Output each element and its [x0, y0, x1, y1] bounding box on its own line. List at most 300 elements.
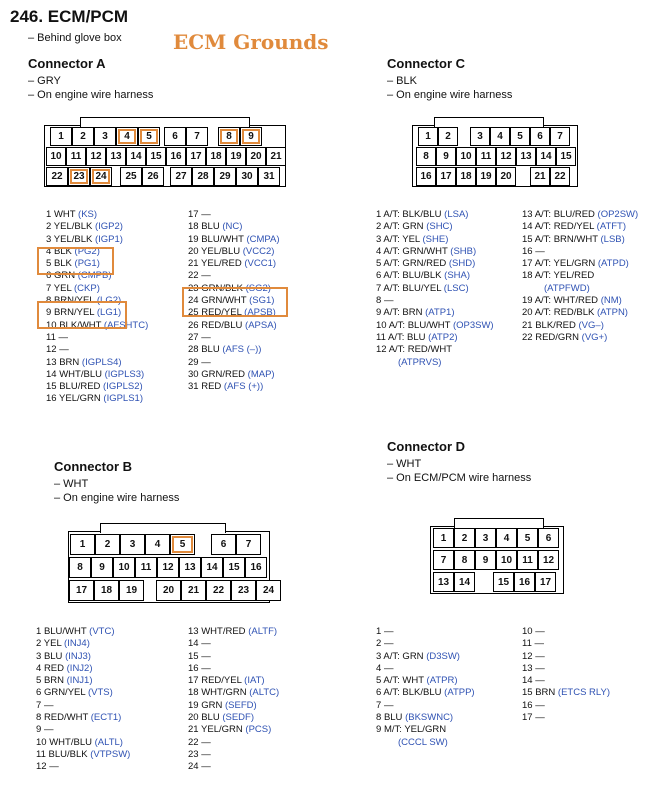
terminal-cavity: 29 — [214, 167, 236, 186]
pin-number: 12 — [522, 650, 533, 662]
connector-c-pins-right — [522, 209, 638, 344]
pin-number: 16 — [188, 662, 199, 674]
wire-color: GRN — [53, 270, 76, 282]
pin-row — [188, 651, 279, 663]
signal-name: (PG2) — [74, 245, 100, 257]
terminal-cavity: 20 — [156, 580, 181, 601]
pin-row — [46, 369, 148, 381]
pin-row — [188, 663, 279, 675]
connector-c-pins-left — [376, 209, 494, 369]
pin-row — [188, 234, 280, 246]
pin-row — [46, 221, 148, 233]
pin-number: 12 — [46, 344, 57, 356]
terminal-cavity: 11 — [476, 147, 496, 166]
pin-number: 12 — [376, 344, 387, 356]
wire-color: A/T: BLK/BLU — [383, 209, 442, 220]
wire-color: — — [535, 699, 545, 711]
pin-row — [376, 246, 494, 258]
connector-b-pins-left — [36, 626, 130, 774]
signal-name: (PCS) — [245, 724, 272, 736]
pin-number: 6 — [36, 687, 42, 699]
pin-number: 7 — [46, 282, 52, 294]
pin-number: 3 — [36, 650, 42, 662]
terminal-cavity: 16 — [416, 167, 436, 186]
pin-row — [36, 675, 130, 687]
pin-row — [376, 700, 475, 712]
wire-color: WHT/BLU — [49, 736, 92, 748]
pin-number: 8 — [376, 712, 382, 724]
wire-color: RED/YEL — [201, 675, 242, 687]
wire-color: WHT/BLU — [59, 368, 102, 380]
pin-row — [188, 258, 280, 270]
terminal-cavity: 2 — [95, 534, 120, 555]
pin-row — [46, 283, 148, 295]
pin-number: 2 — [46, 221, 52, 233]
signal-name: (LSA) — [444, 209, 469, 220]
signal-name: (VTPSW) — [90, 748, 131, 760]
signal-name: (VCC1) — [244, 258, 277, 270]
terminal-cavity: 12 — [538, 550, 559, 570]
pin-row — [522, 258, 638, 270]
pin-row — [376, 270, 494, 282]
pin-number: 14 — [522, 675, 533, 687]
pin-row — [522, 712, 610, 724]
wire-color: A/T: RED/WHT — [388, 344, 453, 356]
pin-number: 4 — [376, 245, 382, 257]
pin-row — [188, 320, 280, 332]
signal-name: (ETCS RLY) — [557, 687, 611, 699]
pin-row — [522, 295, 638, 307]
pin-number: 25 — [188, 307, 199, 319]
pin-number: 29 — [188, 356, 199, 368]
pin-number: 22 — [522, 331, 533, 343]
pin-row — [188, 638, 279, 650]
terminal-cavity: 28 — [192, 167, 214, 186]
connector-c-title: Connector C — [387, 56, 465, 71]
signal-name: (LG2) — [96, 295, 122, 307]
pin-row — [376, 234, 494, 246]
pin-row — [188, 737, 279, 749]
pin-number: 6 — [376, 687, 382, 699]
pin-row — [376, 283, 494, 295]
pin-number: 19 — [522, 295, 533, 307]
signal-name: (VG+) — [581, 331, 608, 343]
pin-number: 19 — [188, 699, 199, 711]
signal-name: (AFS (+)) — [223, 381, 264, 393]
wire-color: BLK — [53, 258, 72, 270]
pin-number: 7 — [376, 699, 382, 711]
signal-name: (ECT1) — [90, 712, 122, 724]
pin-row — [188, 626, 279, 638]
pin-number: 23 — [188, 282, 199, 294]
wire-color: RED — [201, 381, 222, 393]
terminal-cavity: 1 — [433, 528, 454, 548]
terminal-cavity: 3 — [470, 127, 490, 146]
terminal-cavity: 15 — [146, 147, 166, 166]
pin-row — [522, 700, 610, 712]
terminal-cavity: 14 — [454, 572, 475, 592]
pin-row — [46, 234, 148, 246]
signal-name: (NC) — [222, 221, 243, 233]
wire-color: — — [201, 761, 211, 773]
terminal-cavity: 14 — [126, 147, 146, 166]
wire-color: — — [201, 662, 211, 674]
pin-number: 17 — [522, 712, 533, 724]
terminal-cavity: 17 — [535, 572, 556, 592]
pin-number: 15 — [522, 233, 533, 245]
terminal-cavity: 22 — [206, 580, 231, 601]
wire-color: A/T: YEL/RED — [534, 270, 595, 282]
ecm-location: – Behind glove box — [28, 32, 122, 44]
wire-color: YEL/BLK — [53, 233, 93, 245]
wire-color: — — [383, 662, 394, 674]
terminal-cavity: 6 — [530, 127, 550, 146]
pin-number: 20 — [188, 245, 199, 257]
terminal-cavity: 13 — [516, 147, 536, 166]
terminal-cavity: 15 — [493, 572, 514, 592]
wire-color: BLU/WHT — [201, 233, 244, 245]
pin-number: 4 — [36, 662, 42, 674]
pin-number: 13 — [46, 356, 57, 368]
pin-number: 21 — [522, 319, 533, 331]
signal-name: (AFSHTC) — [103, 319, 149, 331]
signal-name: (OP3SW) — [452, 319, 494, 331]
pin-number: 9 — [376, 724, 382, 736]
wire-color: A/T: BLU — [388, 331, 426, 343]
connector-a-title: Connector A — [28, 56, 106, 71]
pin-row — [522, 626, 610, 638]
terminal-cavity: 15 — [223, 557, 245, 578]
connector-d-color: – WHT — [387, 458, 422, 470]
wire-color: — — [201, 331, 211, 343]
wire-color: — — [383, 626, 394, 637]
pin-row — [522, 638, 610, 650]
page-title: 246. ECM/PCM — [10, 7, 129, 26]
wire-color: — — [43, 699, 54, 711]
connector-b-title: Connector B — [54, 459, 132, 474]
wire-color: A/T: BRN — [383, 307, 423, 319]
pin-row — [36, 724, 130, 736]
pin-row — [522, 320, 638, 332]
connector-c-location: – On engine wire harness — [387, 89, 513, 101]
wire-color: — — [49, 761, 59, 773]
pin-number: 5 — [36, 675, 42, 687]
pin-row — [46, 381, 148, 393]
pin-row — [188, 749, 279, 761]
pin-row — [522, 270, 638, 282]
pin-number: 16 — [46, 393, 57, 405]
pin-row — [36, 638, 130, 650]
terminal-cavity: 23 — [68, 167, 90, 186]
terminal-cavity: 14 — [201, 557, 223, 578]
wire-color: YEL/GRN — [201, 724, 243, 736]
terminal-cavity: 8 — [416, 147, 436, 166]
wire-color: BLU/WHT — [43, 626, 87, 637]
wire-color: — — [59, 344, 69, 356]
wire-color: A/T: WHT — [383, 675, 424, 687]
terminal-cavity: 8 — [218, 127, 240, 146]
pin-number: 10 — [376, 319, 387, 331]
wire-color: — — [534, 638, 545, 650]
signal-name: (IGP2) — [94, 221, 123, 233]
pin-number: 14 — [46, 368, 57, 380]
terminal-cavity: 2 — [454, 528, 475, 548]
signal-name: (VTS) — [87, 687, 113, 699]
terminal-cavity: 2 — [438, 127, 458, 146]
connector-lock-tab — [100, 523, 226, 533]
wire-color: — — [201, 638, 211, 650]
pin-row — [376, 344, 494, 356]
pin-number: 20 — [188, 712, 199, 724]
wire-color: — — [383, 699, 394, 711]
pin-number: 22 — [188, 736, 199, 748]
pin-number: 11 — [46, 331, 56, 343]
terminal-cavity: 9 — [91, 557, 113, 578]
terminal-cavity: 12 — [496, 147, 516, 166]
signal-name: (IAT) — [244, 675, 265, 687]
wire-color: YEL/RED — [201, 258, 242, 270]
terminal-cavity: 23 — [231, 580, 256, 601]
pin-row — [376, 221, 494, 233]
pin-number: 14 — [522, 221, 533, 233]
pin-number: 20 — [522, 307, 533, 319]
wire-color: A/T: BLU/WHT — [388, 319, 451, 331]
wire-color: GRN/WHT — [201, 295, 247, 307]
wire-color: — — [201, 736, 211, 748]
pin-number: 2 — [376, 221, 382, 233]
pin-number: 4 — [376, 662, 382, 674]
wire-color: BRN/YEL — [53, 307, 95, 319]
signal-name: (ATPP) — [444, 687, 475, 699]
pin-number: 9 — [36, 724, 42, 736]
terminal-cavity: 4 — [490, 127, 510, 146]
terminal-cavity: 9 — [240, 127, 262, 146]
pin-row — [188, 344, 280, 356]
pin-number: 7 — [36, 699, 42, 711]
pin-row — [46, 332, 148, 344]
signal-name: (ATPD) — [597, 258, 629, 270]
pin-number: 15 — [46, 381, 57, 393]
pin-row — [36, 749, 130, 761]
terminal-cavity: 18 — [206, 147, 226, 166]
connector-d-location: – On ECM/PCM wire harness — [387, 472, 532, 484]
connector-a-location: – On engine wire harness — [28, 89, 154, 101]
wire-color: A/T: BLU/YEL — [383, 282, 442, 294]
ecm-grounds-annotation: ECM Grounds — [173, 30, 329, 54]
pin-row — [188, 724, 279, 736]
pin-row — [36, 626, 130, 638]
pin-row — [36, 651, 130, 663]
wire-color: — — [201, 209, 211, 220]
pin-number: 4 — [46, 245, 52, 257]
wire-color: WHT — [53, 209, 76, 220]
signal-name: (INJ4) — [64, 638, 90, 650]
pin-number: 1 — [46, 209, 52, 220]
pin-number: 27 — [188, 331, 199, 343]
wire-color: GRN/RED — [201, 368, 246, 380]
signal-name: (LG1) — [96, 307, 122, 319]
pin-row — [188, 687, 279, 699]
pin-row — [188, 221, 280, 233]
wire-color: — — [535, 650, 545, 662]
pin-number: 14 — [188, 638, 199, 650]
wire-color: — — [58, 331, 69, 343]
pin-row — [522, 675, 610, 687]
pin-number: 26 — [188, 319, 199, 331]
wire-color: A/T: GRN/RED — [383, 258, 447, 270]
connector-b-color: – WHT — [54, 478, 89, 490]
signal-name: (CCCL SW) — [398, 736, 448, 748]
pin-number: 13 — [522, 662, 533, 674]
pin-number: 8 — [46, 295, 52, 307]
wire-color: BLU — [201, 221, 220, 233]
terminal-cavity: 12 — [86, 147, 106, 166]
pin-number: 18 — [522, 270, 533, 282]
wire-color: A/T: GRN — [383, 221, 424, 233]
terminal-cavity: 8 — [69, 557, 91, 578]
wire-color: BLK/RED — [535, 319, 576, 331]
connector-c-color: – BLK — [387, 75, 417, 87]
terminal-cavity: 10 — [496, 550, 517, 570]
terminal-cavity: 6 — [211, 534, 236, 555]
signal-name: (VG–) — [578, 319, 604, 331]
pin-row — [376, 663, 475, 675]
pin-row — [376, 258, 494, 270]
wire-color: — — [201, 650, 211, 662]
wire-color: A/T: GRN/WHT — [383, 245, 448, 257]
wire-color: YEL — [43, 638, 62, 650]
terminal-cavity: 21 — [530, 167, 550, 186]
signal-name: (IGPLS1) — [103, 393, 144, 405]
signal-name: (LSC) — [443, 282, 469, 294]
signal-name: (SHB) — [450, 245, 477, 257]
pin-number: 11 — [36, 748, 46, 760]
wire-color: BLU — [201, 712, 220, 724]
signal-name: (ATPN) — [597, 307, 628, 319]
pin-number: 13 — [188, 626, 199, 637]
terminal-cavity: 20 — [246, 147, 266, 166]
pin-number: 16 — [522, 245, 533, 257]
pin-row — [46, 209, 148, 221]
signal-name: (ATPRVS) — [398, 356, 442, 368]
pin-number: 21 — [188, 258, 199, 270]
pin-row — [188, 246, 280, 258]
signal-name: (SHA) — [444, 270, 471, 282]
connector-lock-tab — [80, 117, 250, 127]
pin-row — [522, 234, 638, 246]
signal-name: (ALTL) — [94, 736, 123, 748]
terminal-cavity: 19 — [226, 147, 246, 166]
terminal-cavity: 14 — [536, 147, 556, 166]
signal-name: (ALTC) — [249, 687, 280, 699]
wire-color: YEL — [53, 282, 72, 294]
pin-row — [36, 687, 130, 699]
connector-d-pins-right — [522, 626, 610, 724]
terminal-cavity: 27 — [170, 167, 192, 186]
wire-color: RED/BLU — [201, 319, 243, 331]
wire-color: A/T: BLK/BLU — [383, 687, 442, 699]
pin-row — [522, 246, 638, 258]
signal-name: (NM) — [600, 295, 622, 307]
pin-row — [188, 369, 280, 381]
terminal-cavity: 16 — [166, 147, 186, 166]
wire-color: A/T: BLU/BLK — [383, 270, 442, 282]
wire-color: BRN/YEL — [53, 295, 95, 307]
signal-name: (IGPLS2) — [103, 381, 143, 393]
signal-name: (VCC2) — [242, 245, 275, 257]
pin-number: 1 — [376, 209, 382, 220]
pin-row — [36, 712, 130, 724]
pin-number: 10 — [522, 626, 533, 637]
terminal-cavity: 31 — [258, 167, 280, 186]
terminal-cavity: 10 — [113, 557, 135, 578]
signal-name: (CMPB) — [77, 270, 112, 282]
pin-row — [188, 270, 280, 282]
pin-number: 8 — [36, 712, 42, 724]
signal-name: (IGPLS4) — [81, 356, 122, 368]
terminal-cavity: 7 — [550, 127, 570, 146]
pin-number: 17 — [188, 209, 199, 220]
pin-row — [522, 209, 638, 221]
pin-number: 2 — [36, 638, 42, 650]
terminal-cavity: 5 — [517, 528, 538, 548]
terminal-cavity: 13 — [106, 147, 126, 166]
signal-name: (SHC) — [426, 221, 453, 233]
pin-number: 24 — [188, 761, 199, 773]
pin-row — [376, 712, 475, 724]
pin-row — [36, 737, 130, 749]
terminal-cavity: 10 — [456, 147, 476, 166]
signal-name: (SEFD) — [224, 699, 257, 711]
signal-name: (KS) — [78, 209, 98, 220]
pin-row — [36, 663, 130, 675]
pin-number: 13 — [522, 209, 533, 220]
pin-number: 11 — [376, 331, 386, 343]
wire-color: RED/GRN — [535, 331, 580, 343]
terminal-cavity: 22 — [550, 167, 570, 186]
pin-row — [46, 344, 148, 356]
pin-row — [376, 307, 494, 319]
pin-number: 10 — [46, 319, 57, 331]
wire-color: A/T: WHT/RED — [534, 295, 599, 307]
wire-color: — — [201, 748, 211, 760]
wire-color: — — [535, 675, 545, 687]
wire-color: YEL/BLK — [53, 221, 93, 233]
wire-color: A/T: GRN — [383, 650, 424, 662]
terminal-cavity: 7 — [236, 534, 261, 555]
signal-name: (INJ3) — [65, 650, 91, 662]
sensor-ground-highlight-sg — [182, 287, 288, 317]
terminal-cavity: 3 — [94, 127, 116, 146]
wire-color: — — [201, 270, 211, 282]
terminal-cavity: 4 — [145, 534, 170, 555]
terminal-cavity: 21 — [181, 580, 206, 601]
pin-number: 15 — [188, 650, 199, 662]
signal-name: (ATP1) — [425, 307, 455, 319]
pin-number: 5 — [376, 675, 382, 687]
wire-color: RED/WHT — [43, 712, 89, 724]
terminal-cavity: 13 — [179, 557, 201, 578]
wire-color: RED/YEL — [201, 307, 242, 319]
signal-name: (SHD) — [448, 258, 476, 270]
terminal-cavity: 26 — [142, 167, 164, 186]
terminal-cavity: 5 — [170, 534, 195, 555]
terminal-cavity: 1 — [50, 127, 72, 146]
signal-name: (D3SW) — [426, 650, 460, 662]
terminal-cavity: 30 — [236, 167, 258, 186]
wire-color: GRN — [201, 699, 223, 711]
wire-color: M/T: YEL/GRN — [383, 724, 447, 736]
